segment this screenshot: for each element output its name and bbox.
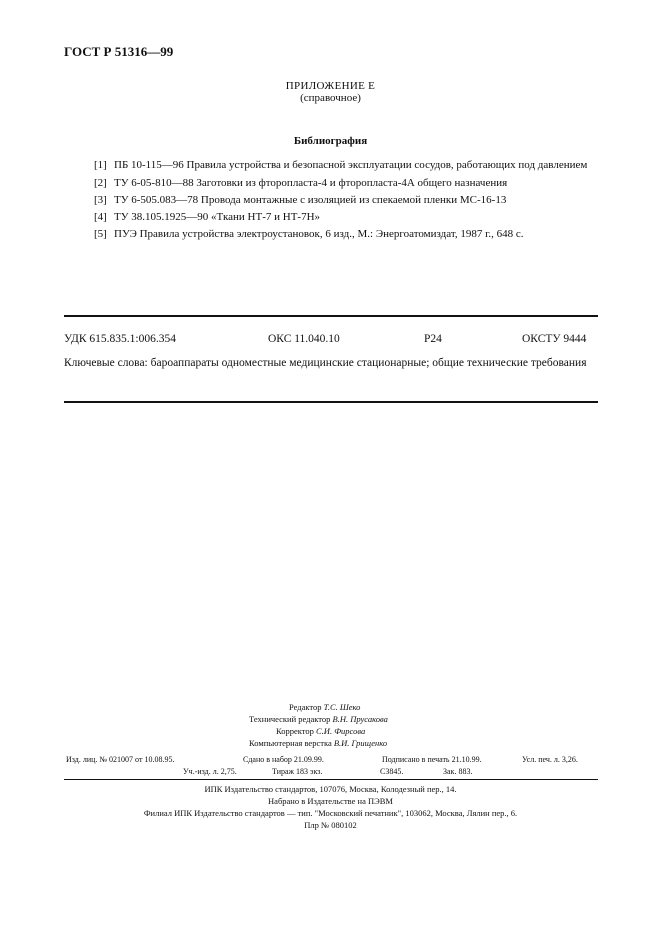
bibliography-item <box>94 194 506 206</box>
appendix-subtitle: (справочное) <box>300 92 361 104</box>
credit-name: В.И. Грищенко <box>333 738 388 748</box>
bibliography-item-number: [4] <box>94 211 107 223</box>
typeset-note: Набрано в Издательстве на ПЭВМ <box>268 796 393 806</box>
credit-role: Редактор <box>289 702 322 712</box>
credit-tech-editor <box>249 714 388 724</box>
c-code: С3845. <box>380 767 404 776</box>
bibliography-item-text: ПБ 10-115—96 Правила устройства и безопасной эксплуатации сосудов, работающих под давлением <box>114 159 588 171</box>
bibliography-item-number: [3] <box>94 194 107 206</box>
print-run: Тираж 183 экз. <box>272 767 323 776</box>
udk-code: УДК 615.835.1:006.354 <box>64 333 176 345</box>
license-number: Изд. лиц. № 021007 от 10.08.95. <box>66 755 175 764</box>
group-code: Р24 <box>424 333 442 345</box>
bibliography-item-number: [5] <box>94 228 107 240</box>
bibliography-item-text: ТУ 6-05-810—88 Заготовки из фторопласта-4 и фторопласта-4А общего назначения <box>114 177 508 189</box>
publisher-sheets: Уч.-изд. л. 2,75. <box>183 767 237 776</box>
oks-code: ОКС 11.040.10 <box>268 333 340 345</box>
credit-layout <box>249 738 387 748</box>
bibliography-item <box>94 228 524 240</box>
publisher-address: ИПК Издательство стандартов, 107076, Москва, Колодезный пер., 14. <box>204 784 457 794</box>
sent-to-typesetting: Сдано в набор 21.09.99. <box>243 755 324 764</box>
divider-bottom <box>64 401 598 403</box>
credit-name: Т.С. Шеко <box>323 702 361 712</box>
bibliography-item <box>94 159 587 171</box>
credit-editor <box>289 702 360 712</box>
keywords: Ключевые слова: бароаппараты одноместные медицинские стационарные; общие технические требования <box>64 357 587 369</box>
divider-top <box>64 315 598 317</box>
divider-imprint <box>64 779 598 780</box>
bibliography-item-number: [1] <box>94 159 107 171</box>
signed-for-print: Подписано в печать 21.10.99. <box>382 755 482 764</box>
bibliography-item-text: ТУ 6-505.083—78 Провода монтажные с изоляцией из спекаемой пленки МС-16-13 <box>114 194 507 206</box>
credit-corrector <box>276 726 365 736</box>
standard-number: ГОСТ Р 51316—99 <box>64 44 174 59</box>
credit-role: Корректор <box>276 726 314 736</box>
bibliography-item <box>94 211 320 223</box>
appendix-title: ПРИЛОЖЕНИЕ Е <box>285 80 376 92</box>
plr-number: Плр № 080102 <box>304 820 357 830</box>
order-number: Зак. 883. <box>443 767 473 776</box>
credit-role: Компьютерная верстка <box>249 738 332 748</box>
bibliography-item-text: ТУ 38.105.1925—90 «Ткани НТ-7 и НТ-7Н» <box>114 211 321 223</box>
bibliography-item <box>94 177 507 189</box>
credit-role: Технический редактор <box>249 714 331 724</box>
credit-name: С.И. Фирсова <box>316 726 366 736</box>
print-sheets: Усл. печ. л. 3,26. <box>522 755 578 764</box>
credit-name: В.Н. Прусакова <box>332 714 388 724</box>
bibliography-item-number: [2] <box>94 177 107 189</box>
bibliography-title: Библиография <box>293 135 368 147</box>
printing-branch: Филиал ИПК Издательство стандартов — тип. "Московский печатник", 103062, Москва, Лялин пер., 6. <box>143 808 518 818</box>
bibliography-item-text: ПУЭ Правила устройства электроустановок, 6 изд., М.: Энергоатомиздат, 1987 г., 648 с. <box>114 228 524 240</box>
okstu-code: ОКСТУ 9444 <box>522 333 587 345</box>
